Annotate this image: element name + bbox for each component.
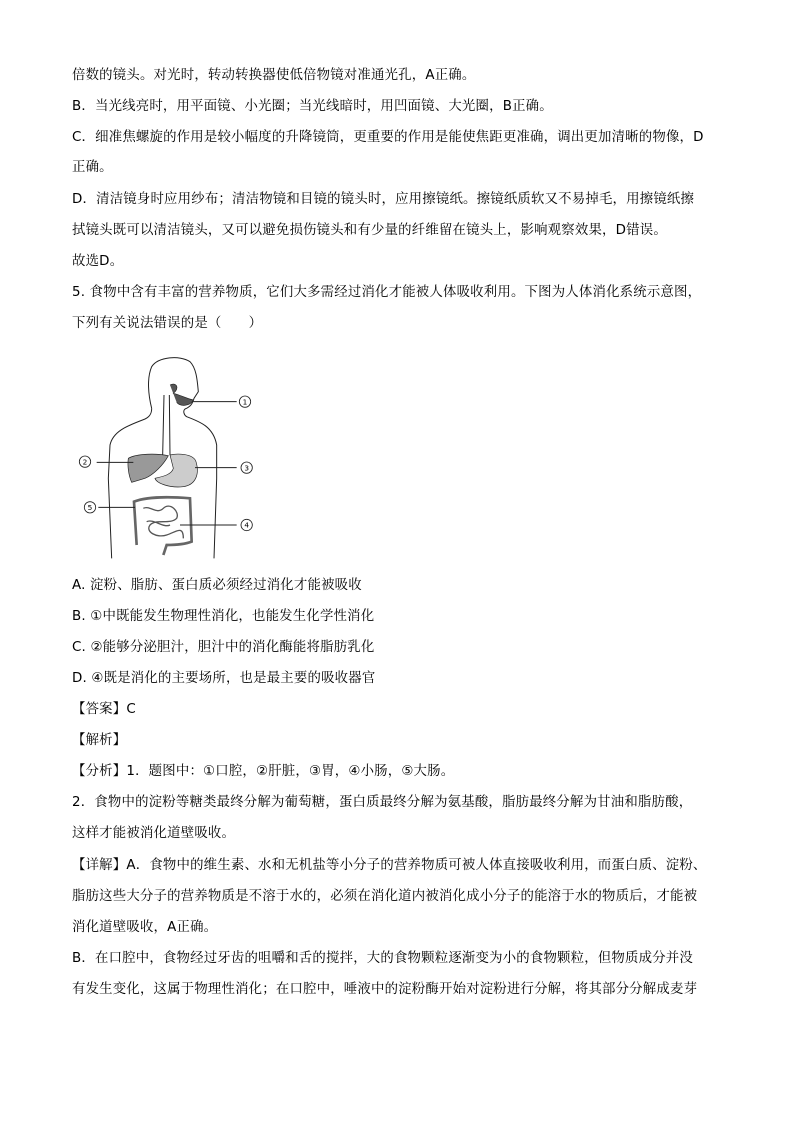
- label-2: 2: [82, 457, 88, 467]
- digestive-system-diagram: [70, 345, 270, 560]
- label-5: 5: [87, 503, 93, 512]
- text-line: 拭镜头既可以清洁镜头，又可以避免损伤镜头和有少量的纤维留在镜头上，影响观察效果，D错误。: [72, 223, 667, 238]
- option-d: D. ④既是消化的主要场所，也是最主要的吸收器官: [72, 671, 376, 686]
- label-4: 4: [244, 520, 250, 530]
- option-b: B. ①中既能发生物理性消化，也能发生化学性消化: [72, 609, 375, 624]
- option-a: A. 淀粉、脂肪、蛋白质必须经过消化才能被吸收: [72, 578, 362, 593]
- text-line: 倍数的镜头。对光时，转动转换器使低倍物镜对准通光孔，A正确。: [72, 68, 476, 83]
- option-c: C. ②能够分泌胆汁，胆汁中的消化酶能将脂肪乳化: [72, 640, 375, 655]
- text-line: D．清洁镜身时应用纱布；清洁物镜和目镜的镜头时，应用擦镜纸。擦镜纸质软又不易掉毛，用擦镜纸擦: [72, 192, 695, 207]
- question-stem: 5. 食物中含有丰富的营养物质，它们大多需经过消化才能被人体吸收利用。下图为人体消化系统示意图，: [72, 285, 702, 300]
- text-line: 【分析】1．题图中：①口腔，②肝脏，③胃，④小肠，⑤大肠。: [72, 764, 455, 779]
- text-line: B．在口腔中，食物经过牙齿的咀嚼和舌的搅拌，大的食物颗粒逐渐变为小的食物颗粒，但物质成分并没: [72, 951, 693, 966]
- text-line: 2．食物中的淀粉等糖类最终分解为葡萄糖，蛋白质最终分解为氨基酸，脂肪最终分解为甘油和脂肪酸，: [72, 795, 693, 810]
- text-line: 正确。: [72, 160, 113, 175]
- label-3: 3: [244, 463, 250, 473]
- body-outline-left: [108, 408, 151, 558]
- text-line: C．细准焦螺旋的作用是较小幅度的升降镜筒，更重要的作用是能使焦距更准确，调出更加清晰的物像，D: [72, 130, 704, 145]
- text-line: 故选D。: [72, 254, 124, 269]
- label-1: 1: [242, 397, 248, 407]
- text-line: B．当光线亮时，用平面镜、小光圈；当光线暗时，用凹面镜、大光圈，B正确。: [72, 99, 553, 114]
- question-stem: 下列有关说法错误的是（ ）: [72, 316, 263, 331]
- answer-label: 【答案】C: [72, 702, 136, 717]
- large-intestine: [134, 497, 192, 555]
- text-line: 消化道壁吸收，A正确。: [72, 920, 218, 935]
- analysis-heading: 【解析】: [72, 733, 127, 748]
- text-line: 这样才能被消化道壁吸收。: [72, 826, 236, 841]
- text-line: 有发生变化，这属于物理性消化；在口腔中，唾液中的淀粉酶开始对淀粉进行分解，将其部分分解成麦芽: [72, 982, 698, 997]
- small-intestine: [143, 506, 183, 538]
- text-line: 脂肪这些大分子的营养物质是不溶于水的，必须在消化道内被消化成小分子的能溶于水的物质后，才能被: [72, 889, 698, 904]
- text-line: 【详解】A．食物中的维生素、水和无机盐等小分子的营养物质可被人体直接吸收利用，而蛋白质、淀粉、: [72, 858, 707, 873]
